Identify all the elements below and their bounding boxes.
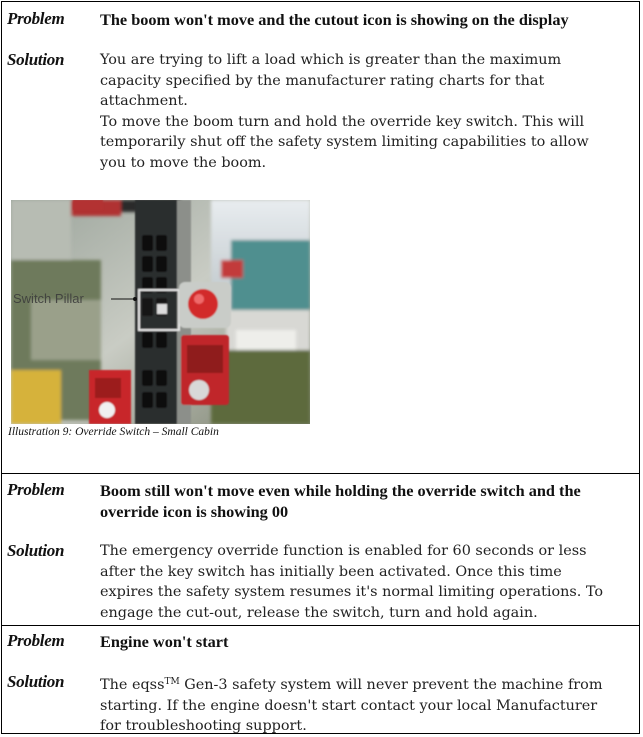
solution-1-line-4: To move the boom turn and hold the override key switch. This will	[100, 113, 585, 130]
problem-text-1: The boom won't move and the cutout icon is showing on the display	[100, 10, 569, 29]
section-divider-2	[1, 625, 640, 626]
problem-label-1: Problem	[7, 9, 65, 28]
override-switch-photo	[11, 200, 310, 424]
solution-1-line-1: You are trying to lift a load which is greater than the maximum	[100, 52, 562, 68]
eqss-text: The eqss	[100, 677, 165, 693]
problem-2-line-2: override icon is showing 00	[100, 502, 289, 521]
problem-label-3: Problem	[7, 631, 65, 650]
solution-3-line-2: starting. If the engine doesn't start contact your local Manufacturer	[100, 697, 598, 714]
solution-3-line-1-rest: Gen-3 safety system will never prevent the machine from	[179, 677, 603, 693]
problem-text-2	[100, 480, 635, 522]
solution-text-3	[100, 672, 637, 737]
solution-label-2: Solution	[7, 541, 65, 560]
solution-2-line-1: The emergency override function is enabled for 60 seconds or less	[100, 543, 587, 559]
switch-pillar-label: Switch Pillar	[13, 291, 84, 306]
problem-text-3: Engine won't start	[100, 632, 229, 651]
problem-label-2: Problem	[7, 480, 65, 499]
solution-text-2	[100, 541, 637, 623]
solution-3-line-1	[100, 672, 637, 696]
solution-1-line-6: you to move the boom.	[100, 154, 267, 171]
problem-2-line-1: Boom still won't move even while holding the override switch and the	[100, 481, 581, 500]
solution-3-line-3: for troubleshooting support.	[100, 718, 307, 734]
solution-label-1: Solution	[7, 50, 65, 69]
solution-1-line-2: capacity specified by the manufacturer rating charts for that	[100, 72, 545, 89]
solution-1-line-3: attachment.	[100, 93, 188, 109]
figure-caption: Illustration 9: Override Switch – Small Cabin	[8, 426, 219, 438]
solution-text-1	[100, 50, 637, 173]
solution-label-3: Solution	[7, 672, 65, 691]
solution-2-line-4: engage the cut-out, release the switch, turn and hold again.	[100, 604, 538, 621]
solution-2-line-3: expires the safety system resumes it's normal limiting operations. To	[100, 584, 604, 600]
solution-1-line-5: temporarily shut off the safety system limiting capabilities to allow	[100, 134, 589, 150]
override-switch-illustration	[11, 200, 310, 424]
section-divider-1	[1, 473, 640, 474]
trademark-mark: TM	[164, 677, 180, 687]
solution-2-line-2: after the key switch has initially been activated. Once this time	[100, 563, 562, 580]
